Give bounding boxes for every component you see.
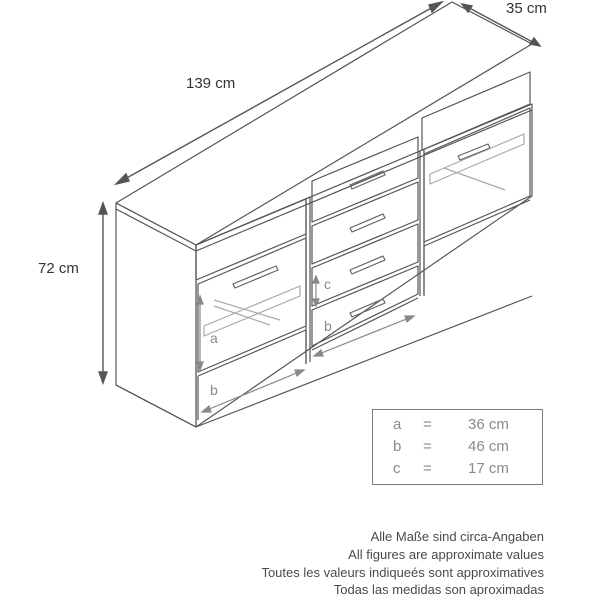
note-german: Alle Maße sind circa-Angaben (370, 529, 544, 544)
part-label-b-middle: b (324, 318, 332, 334)
legend-row-b (373, 438, 544, 458)
legend-value: 46 cm (468, 438, 509, 455)
part-label-b-left: b (210, 382, 218, 398)
legend-row-a (373, 416, 544, 436)
width-label: 139 cm (186, 75, 236, 92)
legend-value: 17 cm (468, 460, 509, 477)
legend-key: a (393, 416, 402, 433)
legend-value: 36 cm (468, 416, 509, 433)
depth-label: 35 cm (506, 0, 547, 17)
part-label-a: a (210, 330, 218, 346)
legend-equals: = (423, 416, 432, 433)
note-spanish: Todas las medidas son aproximadas (333, 582, 544, 597)
height-label: 72 cm (38, 260, 79, 277)
legend-key: c (393, 460, 401, 477)
legend-equals: = (423, 460, 432, 477)
note-english: All figures are approximate values (348, 547, 544, 562)
legend-box (372, 409, 543, 485)
part-label-c: c (324, 276, 331, 292)
legend-equals: = (423, 438, 432, 455)
note-french: Toutes les valeurs indiqueés sont approximatives (261, 565, 544, 580)
legend-key: b (393, 438, 402, 455)
legend-row-c (373, 460, 544, 480)
